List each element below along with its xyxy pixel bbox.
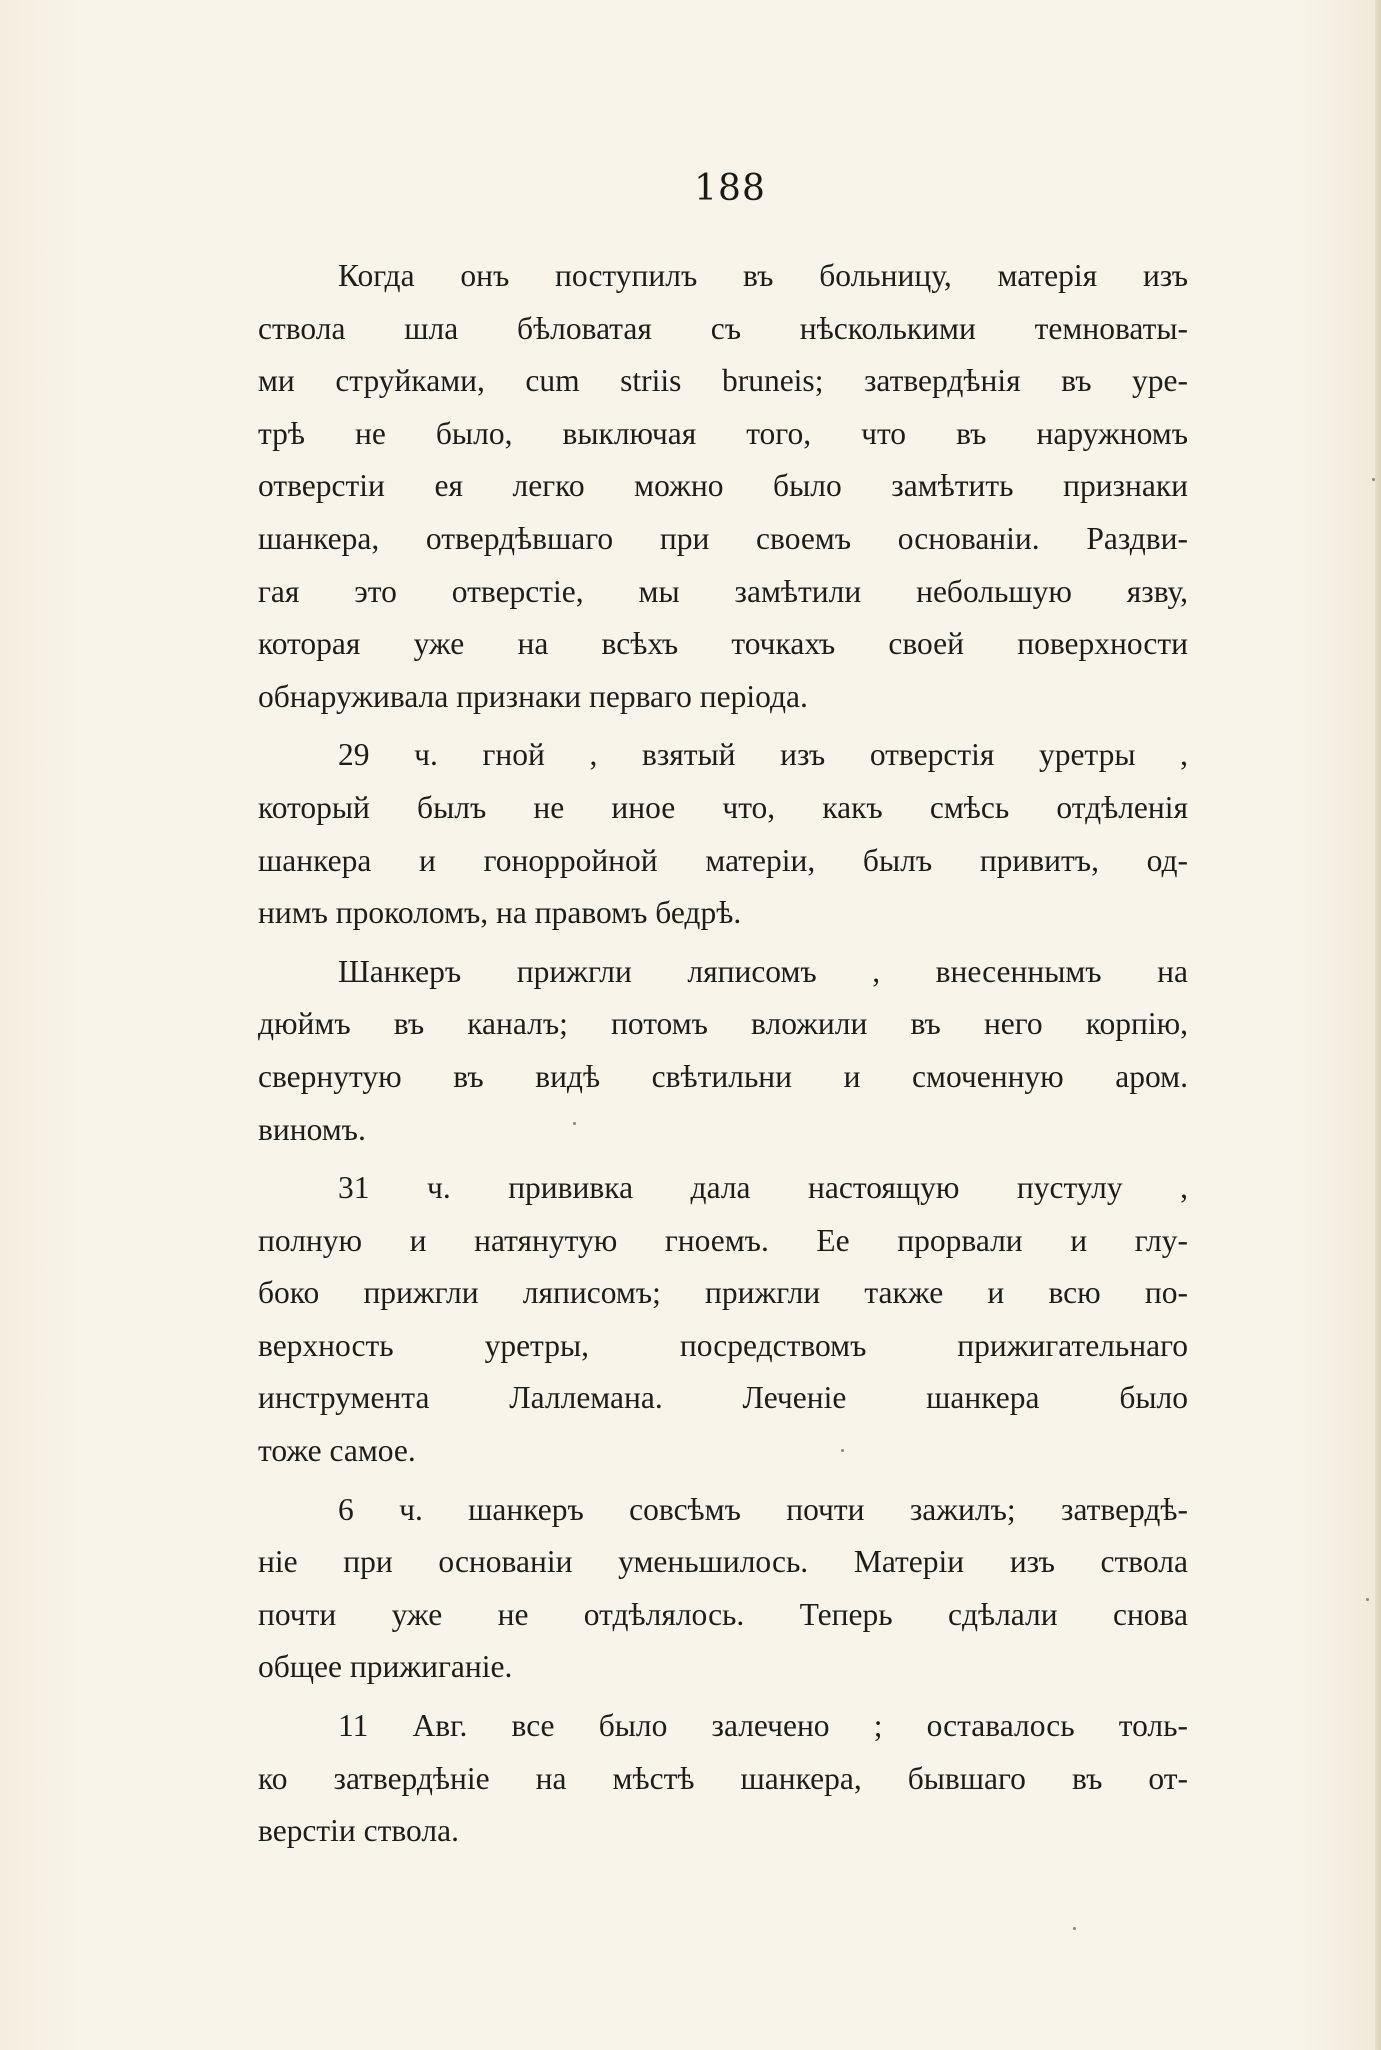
text-line: верхность уретры, посредствомъ прижигательнаго <box>258 1327 1188 1363</box>
text-line: тоже самое. <box>258 1433 416 1469</box>
text-line: боко прижгли ляписомъ; прижгли также и всю по- <box>258 1275 1188 1311</box>
paragraph-5 <box>258 1484 1188 1694</box>
paper-speck <box>573 1122 576 1125</box>
text-line: инструмента Лаллемана. Леченіе шанкера было <box>258 1380 1188 1416</box>
paper-speck <box>841 1449 844 1452</box>
text-line: отверстіи ея легко можно было замѣтить признаки <box>258 468 1188 504</box>
paragraph-3 <box>258 946 1188 1156</box>
paragraph-6 <box>258 1700 1188 1858</box>
paragraph-2 <box>258 729 1188 939</box>
paragraph-4 <box>258 1162 1188 1478</box>
text-line: верстіи ствола. <box>258 1813 459 1849</box>
text-line: ніе при основаніи уменьшилось. Матеріи изъ ствола <box>258 1544 1188 1580</box>
text-line: общее прижиганіе. <box>258 1649 513 1685</box>
text-line: свернутую въ видѣ свѣтильни и смоченную аром. <box>258 1058 1188 1094</box>
text-line: Шанкеръ прижгли ляписомъ , внесеннымъ на <box>338 953 1188 989</box>
text-line: гая это отверстіе, мы замѣтили небольшую язву, <box>258 573 1188 609</box>
text-line: дюймъ въ каналъ; потомъ вложили въ него корпію, <box>258 1006 1188 1042</box>
text-line: 31 ч. прививка дала настоящую пустулу , <box>338 1170 1188 1206</box>
body-text <box>258 250 1188 1864</box>
text-line: 11 Авг. все было залечено ; оставалось толь- <box>338 1708 1188 1744</box>
paper-speck <box>1073 1927 1076 1930</box>
text-line: нимъ проколомъ, на правомъ бедрѣ. <box>258 895 742 931</box>
text-line: ми струйками, cum striis bruneis; затвердѣнія въ уре- <box>258 363 1188 399</box>
text-line: ко затвердѣніе на мѣстѣ шанкера, бывшаго въ от- <box>258 1760 1188 1796</box>
text-line: 29 ч. гной , взятый изъ отверстія уретры , <box>338 737 1188 773</box>
page-edge <box>1375 0 1381 2050</box>
text-line: Когда онъ поступилъ въ больницу, матерія изъ <box>338 258 1188 293</box>
text-line: шанкера, отвердѣвшаго при своемъ основаніи. Раздви- <box>258 520 1188 556</box>
text-line: шанкера и гонорройной матеріи, былъ привитъ, од- <box>258 842 1188 878</box>
page-number: 188 <box>694 168 766 209</box>
text-line: почти уже не отдѣлялось. Теперь сдѣлали снова <box>258 1596 1188 1632</box>
text-line: которая уже на всѣхъ точкахъ своей поверхности <box>258 626 1188 662</box>
paper-speck <box>1372 478 1375 481</box>
text-line: который былъ не иное что, какъ смѣсь отдѣленія <box>258 789 1188 825</box>
text-line: полную и натянутую гноемъ. Ее прорвали и глу- <box>258 1222 1188 1258</box>
text-line: 6 ч. шанкеръ совсѣмъ почти зажилъ; затвердѣ- <box>338 1491 1188 1527</box>
text-line: трѣ не было, выключая того, что въ наружномъ <box>258 415 1188 451</box>
text-line: виномъ. <box>258 1111 366 1147</box>
text-line: ствола шла бѣловатая съ нѣсколькими темноваты- <box>258 310 1188 346</box>
text-line: обнаруживала признаки перваго періода. <box>258 678 808 714</box>
paper-speck <box>1366 1598 1369 1601</box>
paragraph-1 <box>258 250 1188 723</box>
